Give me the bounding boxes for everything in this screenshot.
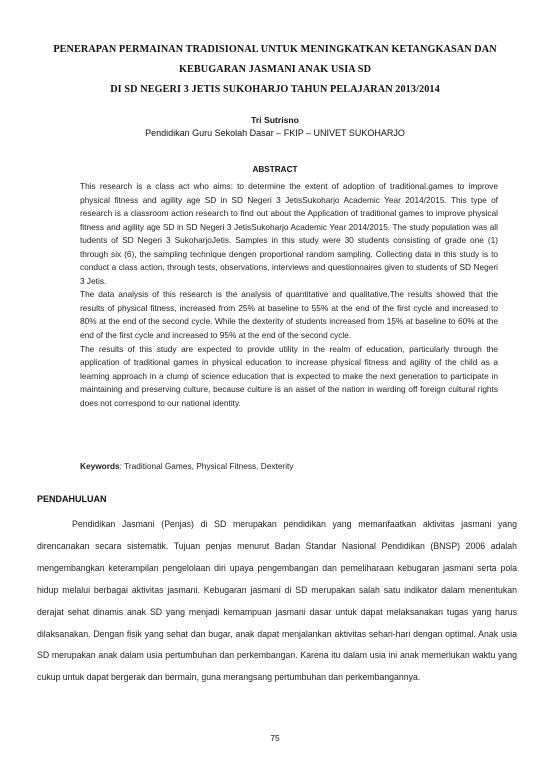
- paper-title: [30, 40, 520, 100]
- author-name: Tri Sutrisno: [251, 115, 299, 125]
- author-affiliation: Pendidikan Guru Sekolah Dasar – FKIP – UNIVET SUKOHARJO: [145, 128, 405, 138]
- abstract-paragraph-1: This research is a class act who aims: to determine the extent of adoption of traditional.games to improve physical fitness and agility age SD in SD Negeri 3 JetisSukoharjo Academic Year 2014/2015. This type of research is a classroom action research to find out about the Application of traditional games to improve physical fitness and agility age SD in SD Negeri 3 JetisSukoharjo Academic Year 2014/2015. The study population was all tudents of SD Negeri 3 SukoharjoJetis. Samples in this study were 30 students consisting of grade one (1) through six (6), the sampling technique dengen proportional random sampling. Collecting data in this study is to conduct a class action, through tests, observations, interviews and questionnaires given to students of SD Negeri 3 Jetis.: [80, 181, 498, 286]
- title-line-3: DI SD NEGERI 3 JETIS SUKOHARJO TAHUN PELAJARAN 2013/2014: [110, 84, 440, 95]
- keywords-label: Keywords: [80, 461, 120, 471]
- author-block: [0, 114, 550, 140]
- keywords-text: : Traditional Games, Physical Fitness, Dexterity: [119, 461, 294, 471]
- section-heading: PENDAHULUAN: [37, 494, 107, 504]
- title-line-1: PENERAPAN PERMAINAN TRADISIONAL UNTUK MENINGKATKAN KETANGKASAN DAN: [53, 44, 497, 55]
- title-line-2: KEBUGARAN JASMANI ANAK USIA SD: [178, 64, 372, 75]
- abstract-heading: ABSTRACT: [252, 165, 298, 174]
- abstract-body: [80, 180, 498, 410]
- abstract-paragraph-2: The data analysis of this research is the analysis of quantitative and qualitative.The results showed that the results of physical fitness, increased from 25% at baseline to 55% at the end of the first cycle and increased to 80% at the end of the second cycle. While the dexterity of students increased from 15% at baseline to 60% at the end of the first cycle and increased to 95% at the end of the second cycle.: [80, 289, 498, 341]
- keywords-line: [80, 461, 498, 471]
- page-number: 75: [270, 733, 280, 743]
- body-paragraph-1: Pendidikan Jasmani (Penjas) di SD merupakan pendidikan yang memanfaatkan aktivitas jasmani yang direncanakan secara sistematik. Tujuan penjas menurut Badan Standar Nasional Pendidikan (BNSP) 2006 adalah mengembangkan keterampilan pengelolaan diri upaya pengembangan dan pemeliharaan kebugaran jasmani serta pola hidup melalui berbagai aktivitas jasmani. Kebugaran jasmani di SD merupakan salah satu indikator dalam menentukan derajat sehat dinamis anak SD yang menjadi kemampuan jasmani dasar untuk dapat melaksanakan tugas yang harus dilaksanakan. Dengan fisik yang sehat dan bugar, anak dapat menjalankan aktivitas sehari-hari dengan optimal. Anak usia SD merupakan anak dalam usia pertumbuhan dan perkembangan. Karena itu dalam usia ini anak memerlukan waktu yang cukup untuk dapat bergerak dan bermain, guna merangsang pertumbuhan dan perkembangannya.: [37, 519, 517, 683]
- section-body: [37, 514, 517, 689]
- abstract-paragraph-3: The results of this study are expected to provide utility in the realm of education, particularly through the application of traditional games in physical education to increase physical fitness and agility of the child as a learning approach in a clump of science education that is expected to make the next generation to participate in maintaining and preserving culture, because culture is an asset of the nation in warding off foreign cultural rights does not correspond to our national identity.: [80, 343, 498, 408]
